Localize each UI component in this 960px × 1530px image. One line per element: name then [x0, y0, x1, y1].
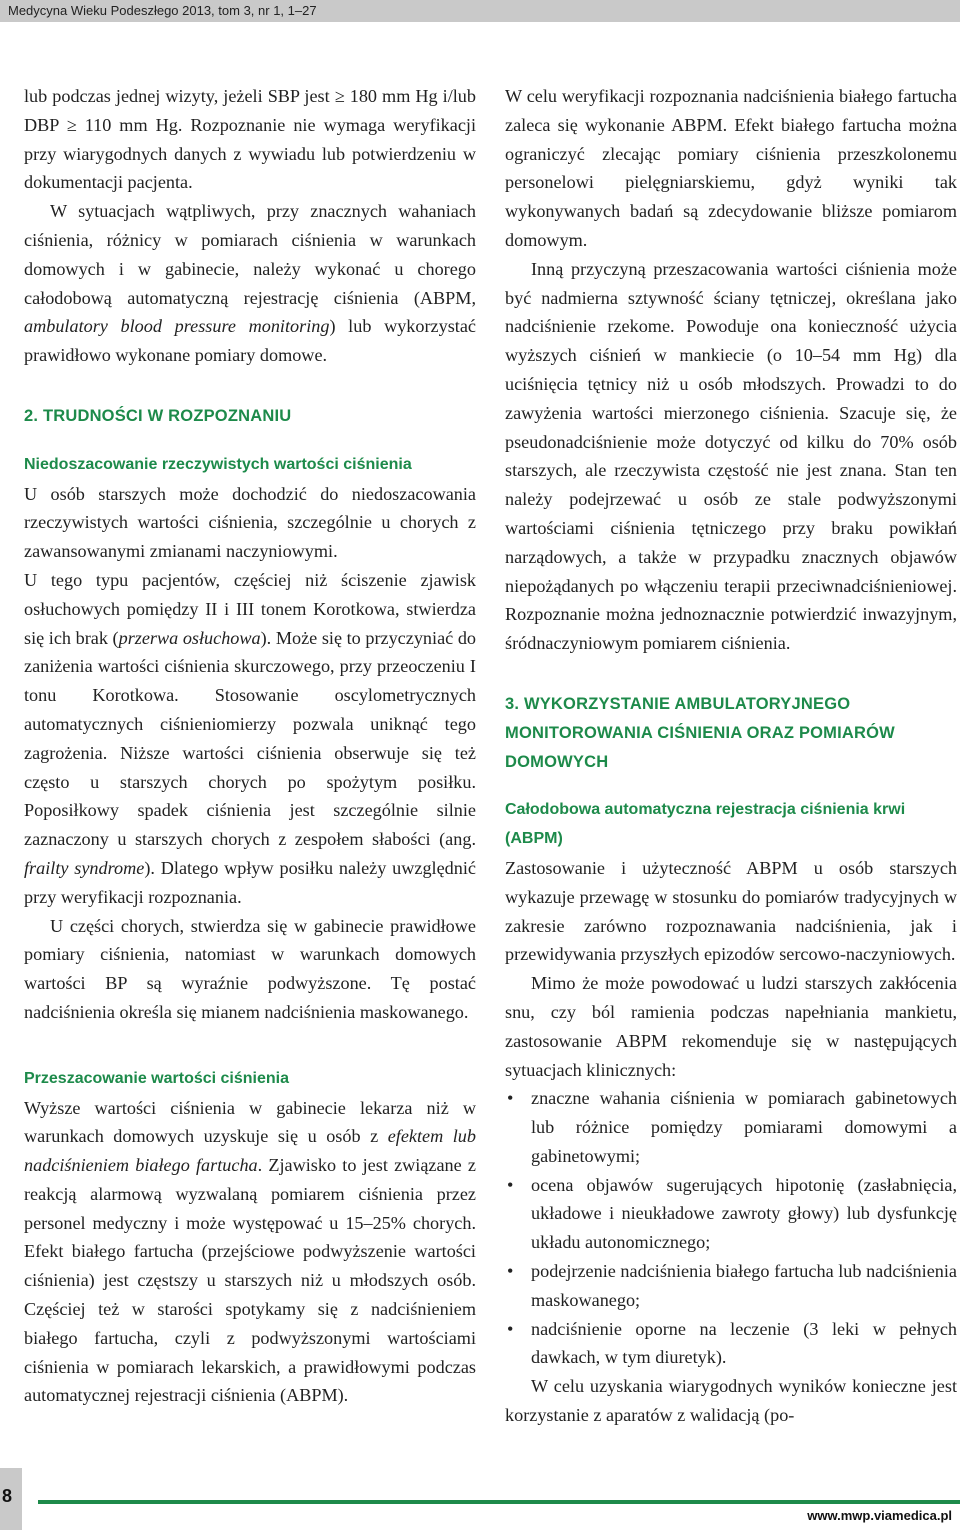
list-item: • ocena objawów sugerujących hipotonię (zasłabnięcia, układowe i nieukładowe zawroty głowy) lub dysfunkcję układu autonomicznego;	[505, 1171, 957, 1257]
paragraph: U tego typu pacjentów, częściej niż ściszenie zjawisk osłuchowych pomiędzy II i III tonem Korotkowa, stwierdza się ich brak (przerwa osłuchowa). Może się to przyczyniać do zaniżenia wartości ciśnienia skurczowego, przy przeoczeniu I tonu Korotkowa. Stosowanie oscylometrycznych automatycznych ciśnieniomierzy pozwala uniknąć tego zagrożenia. Niższe wartości ciśnienia obserwuje się też często u starszych chorych po spożytym posiłku. Poposiłkowy spadek ciśnienia jest szczególnie silnie zaznaczony u starszych chorych z zespołem słabości (ang. frailty syndrome). Dlatego wpływ posiłku należy uwzględnić przy weryfikacji rozpoznania.	[24, 569, 477, 907]
list-item: • nadciśnienie oporne na leczenie (3 leki w pełnych dawkach, w tym diuretyk).	[505, 1315, 957, 1373]
bullet-icon: •	[507, 1174, 514, 1195]
section-heading: 2. TRUDNOŚCI W ROZPOZNANIU	[24, 406, 292, 425]
footer-url: www.mwp.viamedica.pl	[807, 1508, 952, 1523]
subsection-heading: Przeszacowanie wartości ciśnienia	[24, 1069, 290, 1087]
footer-rule	[38, 1500, 960, 1504]
paragraph: Wyższe wartości ciśnienia w gabinecie lekarza niż w warunkach domowych uzyskuje się u osób z efektem lub nadciśnieniem białego fartucha. Zjawisko to jest związane z reakcją alarmową wyzwalaną pomiarem ciśnienia przez personel medyczny i może występować u 15–25% chorych. Efekt białego fartucha (przejściowe podwyższenie wartości ciśnienia) jest częstszy u starszych niż u młodszych osób. Częściej też w starości spotykamy się z nadciśnieniem białego fartucha, czyli z podwyższonymi wartościami ciśnienia w pomiarach lekarskich, a prawidłowymi podczas automatycznej rejestracji ciśnienia (ABPM).	[24, 1097, 476, 1406]
paragraph: U części chorych, stwierdza się w gabinecie prawidłowe pomiary ciśnienia, natomiast w warunkach domowych wartości BP są wyraźnie podwyższone. Tę postać nadciśnienia określa się mianem nadciśnienia maskowanego.	[24, 915, 476, 1022]
bullet-icon: •	[507, 1088, 514, 1109]
paragraph: Inną przyczyną przeszacowania wartości ciśnienia może być nadmierna sztywność ściany tętniczej, określana jako nadciśnienie rzekome. Powoduje ona konieczność użycia wyższych ciśnień w mankiecie (o 10–54 mm Hg) dla uciśnięcia tętnicy niż u osób młodszych. Prowadzi to do zawyżenia wartości mierzonego ciśnienia. Szacuje się, że pseudonadciśnienie może dotyczyć od kilku do 70% osób starszych, ale rzeczywista częstość nie jest znana. Stan ten należy podejrzewać u osób ze stale podwyższonymi wartościami ciśnienia tętniczego przy braku powikłań narządowych, a także w przypadku znacznych objawów niepożądanych po włączeniu terapii przeciwnadciśnieniowej. Rozpoznanie można jednoznacznie potwierdzić inwazyjnym, śródnaczyniowym pomiarem ciśnienia.	[505, 258, 957, 654]
paragraph: Zastosowanie i użyteczność ABPM u osób starszych wykazuje przewagę w stosunku do pomiarów tradycyjnych w zakresie zarówno rozpoznawania nadciśnienia, jak i przewidywania przyszłych epizodów sercowo-naczyniowych.	[505, 857, 957, 965]
bullet-icon: •	[507, 1261, 514, 1282]
paragraph: lub podczas jednej wizyty, jeżeli SBP jest ≥ 180 mm Hg i/lub DBP ≥ 110 mm Hg. Rozpoznanie nie wymaga weryfikacji przy wiarygodnych danych z wywiadu lub potwierdzeniu w dokumentacji pacjenta.	[24, 86, 476, 193]
list-item: • znaczne wahania ciśnienia w pomiarach gabinetowych lub różnice pomiędzy pomiarami domowymi a gabinetowymi;	[505, 1084, 957, 1170]
page-number: 8	[2, 1486, 13, 1506]
bullet-list	[505, 1084, 957, 1372]
left-column	[24, 82, 476, 1410]
paragraph: W sytuacjach wątpliwych, przy znacznych wahaniach ciśnienia, różnicy w pomiarach ciśnienia w warunkach domowych i w gabinecie, należy wykonać u chorego całodobową automatyczną rejestrację ciśnienia (ABPM, ambulatory blood pressure monitoring) lub wykorzystać prawidłowo wykonane pomiary domowe.	[24, 201, 476, 366]
journal-title: Medycyna Wieku Podeszłego 2013, tom 3, nr 1, 1–27	[8, 3, 317, 18]
paragraph: W celu weryfikacji rozpoznania nadciśnienia białego fartucha zaleca się wykonanie ABPM. Efekt białego fartucha można ograniczyć zlecając pomiary ciśnienia przeszkolonemu personelowi pielęgniarskiemu, gdyż wyniki tak wykonywanych badań są zdecydowanie bliższe pomiarom domowym.	[505, 86, 957, 250]
right-column	[505, 82, 957, 1430]
subsection-heading: Całodobowa automatyczna rejestracja ciśnienia krwi (ABPM)	[505, 801, 906, 848]
journal-header	[0, 0, 960, 22]
bullet-icon: •	[507, 1318, 514, 1339]
subsection-heading: Niedoszacowanie rzeczywistych wartości ciśnienia	[24, 455, 412, 473]
paragraph: W celu uzyskania wiarygodnych wyników konieczne jest korzystanie z aparatów z walidacją (po-	[505, 1376, 957, 1426]
list-item: • podejrzenie nadciśnienia białego fartucha lub nadciśnienia maskowanego;	[505, 1257, 957, 1315]
section-heading: 3. WYKORZYSTANIE AMBULATORYJNEGO MONITOROWANIA CIŚNIENIA ORAZ POMIARÓW DOMOWYCH	[505, 694, 895, 771]
paragraph: U osób starszych może dochodzić do niedoszacowania rzeczywistych wartości ciśnienia, szczególnie u chorych z zawansowanymi zmianami naczyniowymi.	[24, 483, 476, 562]
paragraph: Mimo że może powodować u ludzi starszych zakłócenia snu, czy ból ramienia podczas napełniania mankietu, zastosowanie ABPM rekomenduje się w następujących sytuacjach klinicznych:	[505, 973, 957, 1080]
